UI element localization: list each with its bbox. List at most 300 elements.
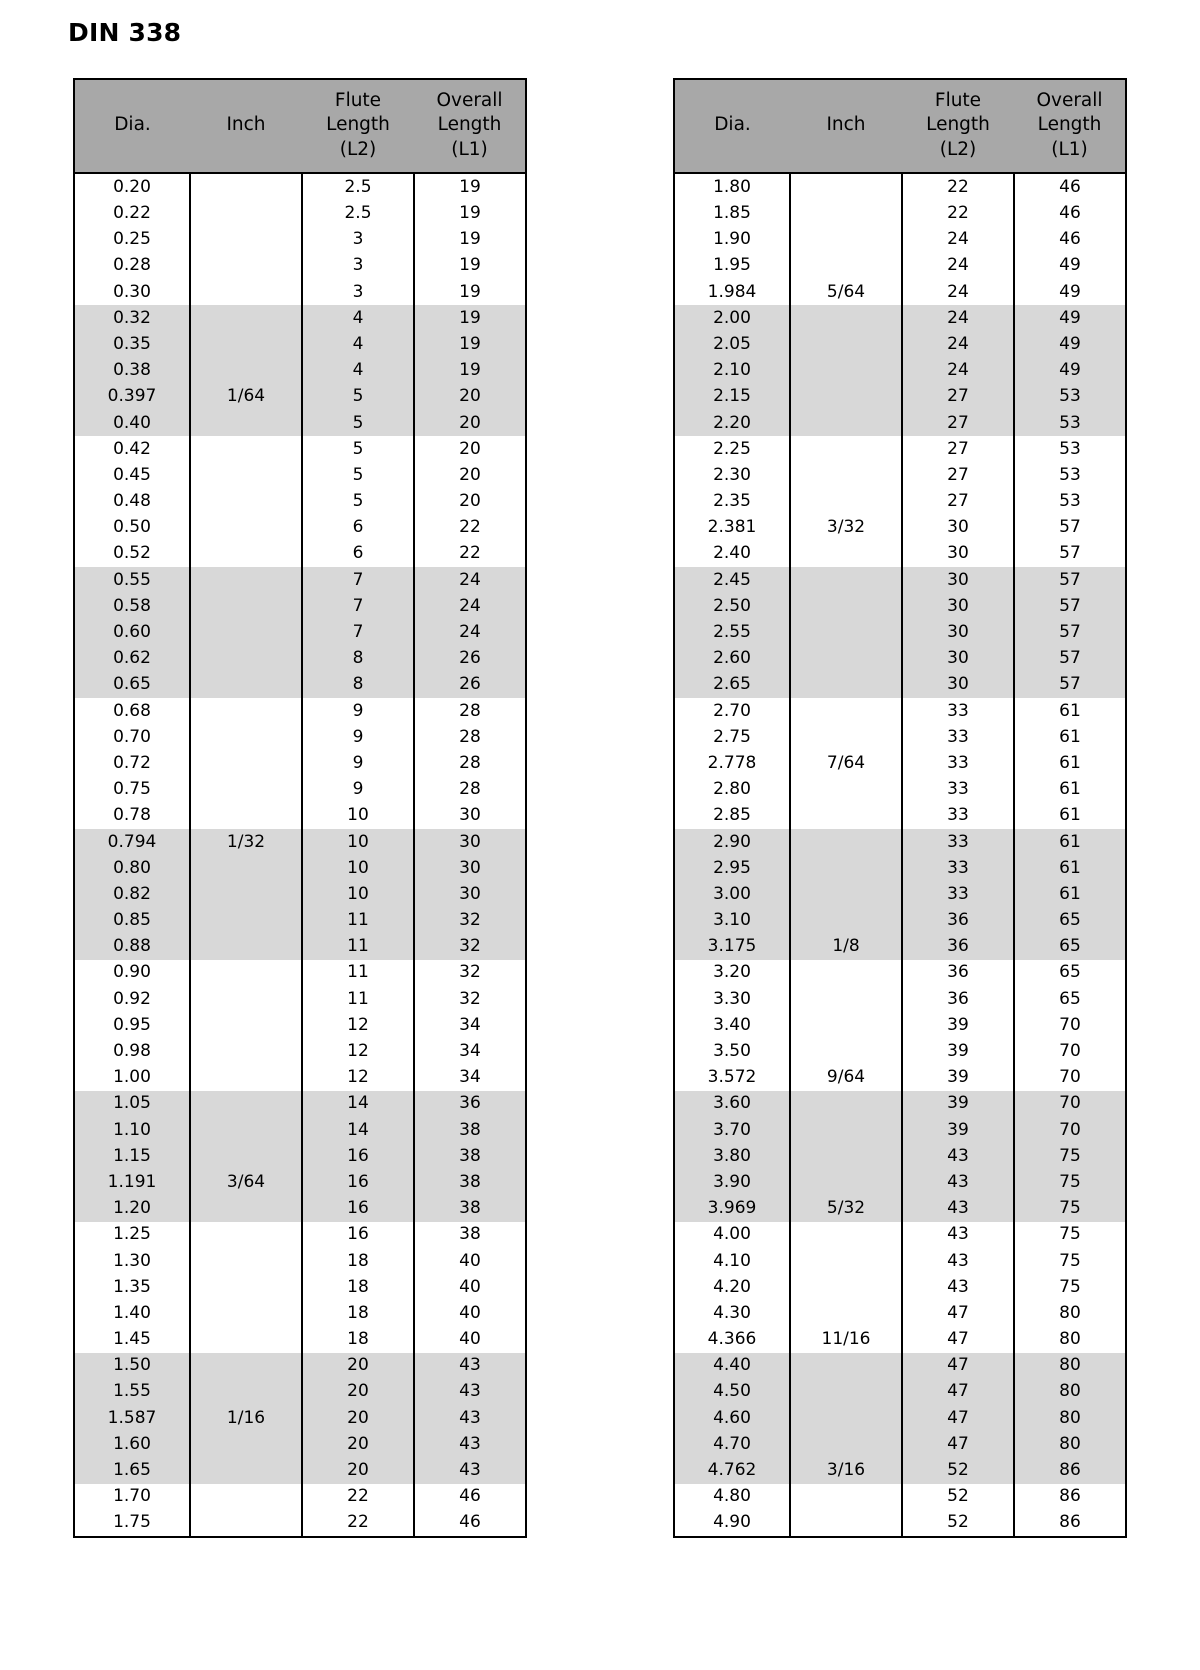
cell-flute: 36: [902, 986, 1014, 1012]
cell-dia: 1.15: [74, 1143, 190, 1169]
cell-inch: 5/64: [790, 279, 902, 305]
cell-overall: 80: [1014, 1300, 1126, 1326]
cell-flute: 8: [302, 672, 414, 698]
cell-inch: [790, 173, 902, 200]
cell-flute: 14: [302, 1091, 414, 1117]
cell-dia: 2.05: [674, 331, 790, 357]
cell-dia: 0.72: [74, 750, 190, 776]
cell-inch: 1/32: [190, 829, 302, 855]
table-row: [674, 1431, 1126, 1457]
cell-overall: 53: [1014, 462, 1126, 488]
cell-flute: 16: [302, 1196, 414, 1222]
cell-inch: [790, 1091, 902, 1117]
cell-flute: 39: [902, 1012, 1014, 1038]
cell-flute: 33: [902, 855, 1014, 881]
table-row: [674, 777, 1126, 803]
cell-overall: 40: [414, 1326, 526, 1352]
cell-flute: 52: [902, 1510, 1014, 1537]
cell-overall: 43: [414, 1431, 526, 1457]
cell-overall: 75: [1014, 1248, 1126, 1274]
cell-flute: 24: [902, 227, 1014, 253]
cell-flute: 24: [902, 331, 1014, 357]
cell-inch: [190, 200, 302, 226]
cell-dia: 0.55: [74, 567, 190, 593]
table-row: [674, 1169, 1126, 1195]
cell-flute: 3: [302, 279, 414, 305]
cell-inch: [790, 1484, 902, 1510]
cell-overall: 19: [414, 173, 526, 200]
column-header-inch: [190, 79, 302, 173]
cell-inch: [790, 488, 902, 514]
cell-dia: 1.65: [74, 1457, 190, 1483]
cell-inch: [790, 724, 902, 750]
cell-inch: [790, 1379, 902, 1405]
cell-inch: [790, 960, 902, 986]
table-row: [674, 1196, 1126, 1222]
cell-flute: 10: [302, 829, 414, 855]
cell-dia: 2.00: [674, 305, 790, 331]
cell-overall: 28: [414, 698, 526, 724]
cell-dia: 1.80: [674, 173, 790, 200]
cell-overall: 57: [1014, 593, 1126, 619]
cell-inch: [190, 750, 302, 776]
cell-flute: 5: [302, 462, 414, 488]
table-row: [674, 907, 1126, 933]
cell-dia: 4.00: [674, 1222, 790, 1248]
cell-dia: 1.50: [74, 1353, 190, 1379]
cell-dia: 0.95: [74, 1012, 190, 1038]
cell-overall: 19: [414, 279, 526, 305]
cell-inch: [190, 803, 302, 829]
table-row: [674, 1091, 1126, 1117]
header-row: [74, 79, 526, 173]
cell-overall: 86: [1014, 1457, 1126, 1483]
header-label-line: (L1): [1051, 138, 1088, 160]
cell-dia: 2.45: [674, 567, 790, 593]
cell-dia: 0.45: [74, 462, 190, 488]
cell-inch: [190, 724, 302, 750]
cell-inch: [190, 1065, 302, 1091]
cell-flute: 2.5: [302, 173, 414, 200]
cell-dia: 2.40: [674, 541, 790, 567]
table-row: [674, 829, 1126, 855]
cell-dia: 4.366: [674, 1326, 790, 1352]
cell-dia: 0.22: [74, 200, 190, 226]
cell-dia: 0.82: [74, 881, 190, 907]
cell-inch: [790, 305, 902, 331]
cell-overall: 70: [1014, 1065, 1126, 1091]
cell-dia: 0.80: [74, 855, 190, 881]
table-row: [74, 934, 526, 960]
cell-flute: 4: [302, 331, 414, 357]
cell-inch: [190, 698, 302, 724]
cell-dia: 0.92: [74, 986, 190, 1012]
cell-inch: 1/8: [790, 934, 902, 960]
table-row: [74, 1117, 526, 1143]
cell-flute: 33: [902, 750, 1014, 776]
cell-overall: 20: [414, 384, 526, 410]
header-label-line: Length: [437, 114, 502, 136]
table-row: [74, 1169, 526, 1195]
cell-flute: 20: [302, 1431, 414, 1457]
cell-flute: 24: [902, 279, 1014, 305]
cell-overall: 19: [414, 200, 526, 226]
table-header-right: [674, 79, 1126, 173]
cell-dia: 0.794: [74, 829, 190, 855]
cell-dia: 0.75: [74, 777, 190, 803]
column-header-dia: [674, 79, 790, 173]
cell-flute: 2.5: [302, 200, 414, 226]
table-row: [674, 1510, 1126, 1537]
cell-dia: 1.55: [74, 1379, 190, 1405]
cell-flute: 33: [902, 777, 1014, 803]
table-row: [674, 881, 1126, 907]
table-row: [74, 593, 526, 619]
table-row: [74, 907, 526, 933]
table-row: [674, 1457, 1126, 1483]
drill-size-table-left: [73, 78, 527, 1538]
cell-flute: 8: [302, 646, 414, 672]
header-label-line: Length: [926, 114, 990, 136]
column-header-overall-length: [1014, 79, 1126, 173]
table-row: [674, 750, 1126, 776]
table-row: [674, 1143, 1126, 1169]
cell-overall: 80: [1014, 1326, 1126, 1352]
cell-overall: 22: [414, 541, 526, 567]
cell-dia: 1.95: [674, 253, 790, 279]
cell-flute: 10: [302, 803, 414, 829]
table-row: [74, 384, 526, 410]
cell-dia: 4.70: [674, 1431, 790, 1457]
table-row: [74, 279, 526, 305]
cell-overall: 61: [1014, 829, 1126, 855]
table-row: [674, 541, 1126, 567]
cell-overall: 24: [414, 567, 526, 593]
cell-overall: 19: [414, 305, 526, 331]
cell-dia: 0.50: [74, 515, 190, 541]
table-row: [674, 488, 1126, 514]
cell-overall: 43: [414, 1379, 526, 1405]
cell-overall: 86: [1014, 1510, 1126, 1537]
cell-overall: 70: [1014, 1117, 1126, 1143]
table-row: [674, 173, 1126, 200]
cell-overall: 46: [1014, 173, 1126, 200]
cell-dia: 0.78: [74, 803, 190, 829]
table-row: [74, 1091, 526, 1117]
cell-flute: 33: [902, 881, 1014, 907]
left-table-slot: [0, 78, 600, 1538]
cell-flute: 27: [902, 436, 1014, 462]
cell-inch: [790, 541, 902, 567]
cell-overall: 43: [414, 1405, 526, 1431]
table-row: [74, 1326, 526, 1352]
cell-overall: 40: [414, 1274, 526, 1300]
table-row: [674, 1274, 1126, 1300]
cell-flute: 16: [302, 1222, 414, 1248]
cell-overall: 75: [1014, 1169, 1126, 1195]
cell-flute: 52: [902, 1457, 1014, 1483]
cell-flute: 39: [902, 1065, 1014, 1091]
cell-dia: 1.00: [74, 1065, 190, 1091]
cell-flute: 47: [902, 1353, 1014, 1379]
table-row: [674, 1405, 1126, 1431]
cell-inch: 1/64: [190, 384, 302, 410]
table-row: [74, 1012, 526, 1038]
cell-dia: 0.90: [74, 960, 190, 986]
table-row: [74, 1353, 526, 1379]
cell-flute: 39: [902, 1038, 1014, 1064]
table-row: [74, 1510, 526, 1537]
cell-inch: 1/16: [190, 1405, 302, 1431]
cell-flute: 27: [902, 488, 1014, 514]
table-row: [74, 1300, 526, 1326]
cell-overall: 22: [414, 515, 526, 541]
cell-inch: [190, 488, 302, 514]
cell-dia: 4.762: [674, 1457, 790, 1483]
cell-dia: 0.35: [74, 331, 190, 357]
cell-inch: [190, 279, 302, 305]
table-row: [674, 934, 1126, 960]
cell-dia: 4.40: [674, 1353, 790, 1379]
cell-flute: 22: [302, 1510, 414, 1537]
cell-overall: 49: [1014, 331, 1126, 357]
cell-dia: 1.75: [74, 1510, 190, 1537]
cell-flute: 12: [302, 1038, 414, 1064]
table-row: [74, 803, 526, 829]
cell-inch: [190, 1484, 302, 1510]
table-row: [74, 305, 526, 331]
cell-dia: 1.05: [74, 1091, 190, 1117]
cell-inch: [790, 672, 902, 698]
cell-dia: 2.20: [674, 410, 790, 436]
cell-dia: 3.30: [674, 986, 790, 1012]
cell-dia: 1.70: [74, 1484, 190, 1510]
cell-flute: 16: [302, 1169, 414, 1195]
cell-dia: 1.984: [674, 279, 790, 305]
cell-flute: 6: [302, 541, 414, 567]
cell-flute: 43: [902, 1248, 1014, 1274]
cell-overall: 49: [1014, 279, 1126, 305]
header-label-line: Flute: [934, 90, 982, 111]
cell-flute: 16: [302, 1143, 414, 1169]
cell-dia: 3.50: [674, 1038, 790, 1064]
cell-overall: 61: [1014, 855, 1126, 881]
table-body-left: [74, 173, 526, 1537]
header-label-line: (L2): [339, 138, 377, 160]
cell-overall: 80: [1014, 1353, 1126, 1379]
table-row: [74, 200, 526, 226]
cell-inch: [790, 1248, 902, 1274]
table-row: [674, 1326, 1126, 1352]
cell-flute: 24: [902, 253, 1014, 279]
cell-inch: [190, 173, 302, 200]
table-row: [674, 724, 1126, 750]
cell-flute: 43: [902, 1274, 1014, 1300]
cell-dia: 3.00: [674, 881, 790, 907]
cell-flute: 9: [302, 724, 414, 750]
cell-dia: 0.48: [74, 488, 190, 514]
header-label-line: Overall: [436, 90, 503, 111]
table-row: [674, 1484, 1126, 1510]
cell-inch: [790, 646, 902, 672]
cell-inch: [190, 1274, 302, 1300]
cell-inch: [190, 436, 302, 462]
cell-flute: 6: [302, 515, 414, 541]
cell-overall: 24: [414, 619, 526, 645]
cell-overall: 49: [1014, 358, 1126, 384]
cell-dia: 3.20: [674, 960, 790, 986]
cell-flute: 36: [902, 907, 1014, 933]
cell-inch: [190, 1117, 302, 1143]
cell-overall: 38: [414, 1222, 526, 1248]
table-row: [674, 331, 1126, 357]
cell-flute: 12: [302, 1012, 414, 1038]
cell-overall: 49: [1014, 305, 1126, 331]
cell-inch: [190, 1038, 302, 1064]
cell-overall: 24: [414, 593, 526, 619]
cell-flute: 43: [902, 1196, 1014, 1222]
cell-dia: 1.25: [74, 1222, 190, 1248]
table-row: [674, 1222, 1126, 1248]
cell-overall: 46: [414, 1510, 526, 1537]
table-row: [674, 436, 1126, 462]
table-row: [74, 541, 526, 567]
cell-overall: 53: [1014, 384, 1126, 410]
cell-overall: 19: [414, 358, 526, 384]
cell-inch: [190, 619, 302, 645]
cell-inch: [190, 1300, 302, 1326]
cell-flute: 43: [902, 1143, 1014, 1169]
cell-overall: 40: [414, 1300, 526, 1326]
cell-dia: 0.52: [74, 541, 190, 567]
cell-dia: 3.60: [674, 1091, 790, 1117]
cell-overall: 57: [1014, 541, 1126, 567]
cell-overall: 28: [414, 750, 526, 776]
cell-overall: 80: [1014, 1431, 1126, 1457]
cell-flute: 5: [302, 436, 414, 462]
cell-dia: 1.20: [74, 1196, 190, 1222]
cell-flute: 3: [302, 227, 414, 253]
cell-overall: 53: [1014, 436, 1126, 462]
cell-dia: 2.60: [674, 646, 790, 672]
table-row: [74, 488, 526, 514]
header-label-line: (L1): [451, 138, 488, 160]
table-row: [74, 1405, 526, 1431]
cell-inch: [190, 1379, 302, 1405]
cell-dia: 4.60: [674, 1405, 790, 1431]
table-row: [74, 750, 526, 776]
cell-inch: [790, 829, 902, 855]
table-row: [674, 1038, 1126, 1064]
cell-dia: 2.95: [674, 855, 790, 881]
cell-dia: 2.381: [674, 515, 790, 541]
cell-overall: 75: [1014, 1222, 1126, 1248]
cell-dia: 1.30: [74, 1248, 190, 1274]
cell-inch: [190, 960, 302, 986]
cell-dia: 1.587: [74, 1405, 190, 1431]
cell-flute: 47: [902, 1300, 1014, 1326]
cell-inch: [790, 881, 902, 907]
cell-overall: 61: [1014, 881, 1126, 907]
cell-flute: 10: [302, 855, 414, 881]
table-row: [74, 1379, 526, 1405]
cell-inch: [190, 358, 302, 384]
cell-overall: 57: [1014, 672, 1126, 698]
table-row: [674, 1379, 1126, 1405]
cell-flute: 7: [302, 567, 414, 593]
column-header-overall-length: [414, 79, 526, 173]
cell-overall: 65: [1014, 907, 1126, 933]
cell-inch: [790, 907, 902, 933]
cell-inch: [790, 358, 902, 384]
cell-inch: 3/16: [790, 1457, 902, 1483]
cell-flute: 36: [902, 934, 1014, 960]
cell-overall: 32: [414, 907, 526, 933]
cell-dia: 2.90: [674, 829, 790, 855]
cell-flute: 14: [302, 1117, 414, 1143]
cell-flute: 39: [902, 1117, 1014, 1143]
cell-inch: 5/32: [790, 1196, 902, 1222]
cell-overall: 26: [414, 646, 526, 672]
cell-dia: 3.80: [674, 1143, 790, 1169]
cell-overall: 38: [414, 1169, 526, 1195]
cell-flute: 12: [302, 1065, 414, 1091]
cell-overall: 28: [414, 777, 526, 803]
cell-inch: [790, 698, 902, 724]
cell-overall: 61: [1014, 803, 1126, 829]
cell-inch: [790, 331, 902, 357]
cell-flute: 30: [902, 515, 1014, 541]
cell-overall: 86: [1014, 1484, 1126, 1510]
cell-inch: [190, 1091, 302, 1117]
cell-overall: 34: [414, 1065, 526, 1091]
cell-inch: [190, 541, 302, 567]
cell-flute: 9: [302, 698, 414, 724]
table-row: [674, 305, 1126, 331]
cell-overall: 36: [414, 1091, 526, 1117]
table-row: [674, 646, 1126, 672]
cell-inch: [190, 907, 302, 933]
table-row: [674, 358, 1126, 384]
tables-container: [0, 78, 1200, 1538]
cell-dia: 0.88: [74, 934, 190, 960]
cell-dia: 0.397: [74, 384, 190, 410]
header-row: [674, 79, 1126, 173]
cell-flute: 47: [902, 1379, 1014, 1405]
table-row: [74, 724, 526, 750]
cell-dia: 2.15: [674, 384, 790, 410]
cell-flute: 7: [302, 619, 414, 645]
cell-dia: 0.60: [74, 619, 190, 645]
cell-inch: [190, 934, 302, 960]
table-row: [674, 567, 1126, 593]
cell-inch: [190, 593, 302, 619]
cell-overall: 30: [414, 803, 526, 829]
header-label-line: Dia.: [114, 114, 151, 136]
table-body-right: [674, 173, 1126, 1537]
cell-inch: [190, 986, 302, 1012]
cell-dia: 0.58: [74, 593, 190, 619]
cell-dia: 4.10: [674, 1248, 790, 1274]
cell-inch: [190, 253, 302, 279]
cell-flute: 30: [902, 672, 1014, 698]
cell-inch: [790, 1117, 902, 1143]
cell-dia: 3.175: [674, 934, 790, 960]
cell-inch: [790, 436, 902, 462]
cell-overall: 61: [1014, 724, 1126, 750]
cell-flute: 22: [302, 1484, 414, 1510]
cell-inch: [790, 1038, 902, 1064]
